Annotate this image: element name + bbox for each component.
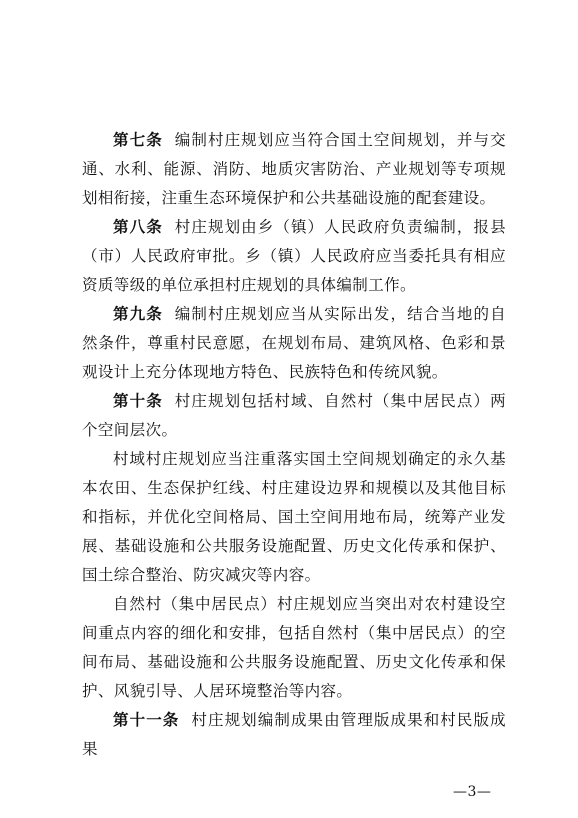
article-7-paragraph [82, 126, 506, 213]
article-9-paragraph [82, 300, 506, 387]
article-9-text: 编制村庄规划应当从实际出发，结合当地的自然条件，尊重村民意愿，在规划布局、建筑风格、色彩和景观设计上充分体现地方特色、民族特色和传统风貌。 [82, 305, 506, 381]
natural-village-text: 自然村（集中居民点）村庄规划应当突出对农村建设空间重点内容的细化和安排，包括自然村（集中居民点）的空间布局、基础设施和公共服务设施配置、历史文化传承和保护、风貌引导、人居环境整治等内容。 [82, 595, 506, 700]
article-11-heading: 第十一条 [113, 711, 180, 729]
article-11-paragraph [82, 706, 506, 764]
article-10-paragraph [82, 387, 506, 445]
article-10-text: 村庄规划包括村域、自然村（集中居民点）两个空间层次。 [82, 392, 506, 439]
village-domain-paragraph [82, 445, 506, 590]
page-number: —3— [453, 784, 492, 800]
article-8-text: 村庄规划由乡（镇）人民政府负责编制，报县（市）人民政府审批。乡（镇）人民政府应当委托具有相应资质等级的单位承担村庄规划的具体编制工作。 [82, 218, 506, 294]
document-body [82, 126, 506, 764]
village-domain-text: 村域村庄规划应当注重落实国土空间规划确定的永久基本农田、生态保护红线、村庄建设边界和规模以及其他目标和指标，并优化空间格局、国土空间用地布局，统筹产业发展、基础设施和公共服务设施配置、历史文化传承和保护、国土综合整治、防灾减灾等内容。 [82, 450, 506, 584]
natural-village-paragraph [82, 590, 506, 706]
article-7-heading: 第七条 [113, 131, 163, 149]
article-11-text: 村庄规划编制成果由管理版成果和村民版成果 [82, 711, 506, 758]
article-10-heading: 第十条 [113, 392, 163, 410]
article-9-heading: 第九条 [113, 305, 163, 323]
article-7-text: 编制村庄规划应当符合国土空间规划，并与交通、水利、能源、消防、地质灾害防治、产业规划等专项规划相衔接，注重生态环境保护和公共基础设施的配套建设。 [82, 131, 506, 207]
article-8-heading: 第八条 [113, 218, 163, 236]
article-8-paragraph [82, 213, 506, 300]
